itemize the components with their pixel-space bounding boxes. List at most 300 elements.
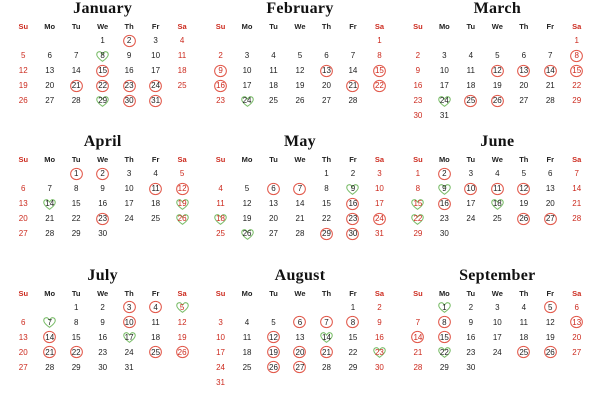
day-cell[interactable] <box>484 196 510 211</box>
day-cell[interactable] <box>340 345 366 360</box>
day-cell[interactable] <box>260 93 286 108</box>
day-cell[interactable] <box>63 211 89 226</box>
day-cell[interactable] <box>207 226 233 241</box>
day-cell[interactable] <box>484 93 510 108</box>
day-cell[interactable] <box>366 78 392 93</box>
day-cell[interactable] <box>431 181 457 196</box>
weekday-label-fr: Fr <box>546 155 555 165</box>
day-cell[interactable] <box>63 196 89 211</box>
day-cell[interactable] <box>431 48 457 63</box>
day-cell[interactable] <box>313 330 339 345</box>
day-number: 26 <box>177 347 187 357</box>
day-cell[interactable] <box>10 93 36 108</box>
day-cell[interactable] <box>431 211 457 226</box>
day-cell[interactable] <box>313 360 339 375</box>
day-cell[interactable] <box>537 93 563 108</box>
day-cell[interactable] <box>564 211 590 226</box>
day-cell[interactable] <box>405 345 431 360</box>
day-cell[interactable] <box>207 93 233 108</box>
day-cell[interactable] <box>10 196 36 211</box>
day-cell[interactable] <box>511 330 537 345</box>
day-number: 24 <box>492 347 502 357</box>
day-cell[interactable] <box>10 226 36 241</box>
day-cell[interactable] <box>340 211 366 226</box>
day-cell[interactable] <box>340 93 366 108</box>
month-block-july <box>4 267 201 400</box>
day-cell[interactable] <box>340 300 366 315</box>
day-cell[interactable] <box>234 330 260 345</box>
day-cell[interactable] <box>10 78 36 93</box>
day-cell[interactable] <box>366 360 392 375</box>
day-cell[interactable] <box>511 63 537 78</box>
day-cell[interactable] <box>234 345 260 360</box>
day-cell[interactable] <box>169 166 195 181</box>
day-cell[interactable] <box>431 196 457 211</box>
day-cell[interactable] <box>564 78 590 93</box>
day-cell[interactable] <box>564 63 590 78</box>
day-cell[interactable] <box>405 196 431 211</box>
day-cell[interactable] <box>36 196 62 211</box>
day-cell[interactable] <box>366 181 392 196</box>
day-cell[interactable] <box>484 78 510 93</box>
day-cell[interactable] <box>287 330 313 345</box>
day-cell[interactable] <box>260 181 286 196</box>
day-cell[interactable] <box>340 48 366 63</box>
day-cell[interactable] <box>564 181 590 196</box>
day-cell[interactable] <box>366 345 392 360</box>
day-cell[interactable] <box>511 345 537 360</box>
day-cell[interactable] <box>10 63 36 78</box>
day-cell[interactable] <box>116 33 142 48</box>
day-cell[interactable] <box>564 33 590 48</box>
day-cell[interactable] <box>564 345 590 360</box>
day-number: 9 <box>468 317 474 327</box>
day-cell[interactable] <box>366 300 392 315</box>
day-cell[interactable] <box>458 63 484 78</box>
weekday-label-fr: Fr <box>349 22 357 31</box>
day-cell[interactable] <box>431 315 457 330</box>
day-cell[interactable] <box>287 226 313 241</box>
day-cell[interactable] <box>116 78 142 93</box>
day-cell[interactable] <box>313 93 339 108</box>
day-cell[interactable] <box>537 196 563 211</box>
day-cell[interactable] <box>116 300 142 315</box>
day-number: 16 <box>124 66 134 75</box>
day-cell[interactable] <box>340 78 366 93</box>
day-cell[interactable] <box>260 211 286 226</box>
day-cell[interactable] <box>431 166 457 181</box>
day-cell[interactable] <box>340 196 366 211</box>
day-cell[interactable] <box>63 226 89 241</box>
day-cell[interactable] <box>405 315 431 330</box>
day-cell[interactable] <box>537 300 563 315</box>
day-number: 9 <box>218 66 223 75</box>
day-cell[interactable] <box>234 93 260 108</box>
day-cell[interactable] <box>10 181 36 196</box>
day-cell[interactable] <box>511 181 537 196</box>
day-cell[interactable] <box>537 330 563 345</box>
day-cell[interactable] <box>63 300 89 315</box>
day-cell[interactable] <box>169 181 195 196</box>
day-cell[interactable] <box>207 330 233 345</box>
day-cell[interactable] <box>207 48 233 63</box>
day-number: 10 <box>216 332 226 342</box>
day-cell[interactable] <box>207 78 233 93</box>
day-number: 12 <box>519 184 529 194</box>
day-cell[interactable] <box>537 181 563 196</box>
day-cell[interactable] <box>89 300 115 315</box>
day-cell[interactable] <box>116 166 142 181</box>
weekday-label-mo: Mo <box>438 155 450 165</box>
day-cell[interactable] <box>340 315 366 330</box>
day-cell[interactable] <box>458 181 484 196</box>
day-cell[interactable] <box>142 93 168 108</box>
day-cell[interactable] <box>89 78 115 93</box>
day-cell[interactable] <box>484 181 510 196</box>
day-cell[interactable] <box>366 33 392 48</box>
day-cell[interactable] <box>36 360 62 375</box>
day-cell[interactable] <box>10 315 36 330</box>
day-cell[interactable] <box>458 315 484 330</box>
day-cell[interactable] <box>89 166 115 181</box>
day-cell[interactable] <box>260 345 286 360</box>
day-cell[interactable] <box>431 360 457 375</box>
day-cell[interactable] <box>169 78 195 93</box>
day-cell[interactable] <box>260 63 286 78</box>
day-cell[interactable] <box>313 78 339 93</box>
day-cell[interactable] <box>458 48 484 63</box>
day-cell[interactable] <box>458 93 484 108</box>
day-cell[interactable] <box>36 226 62 241</box>
day-cell[interactable] <box>564 315 590 330</box>
day-cell[interactable] <box>10 360 36 375</box>
weekday-label-we: We <box>97 288 109 298</box>
day-cell[interactable] <box>458 78 484 93</box>
day-cell[interactable] <box>458 196 484 211</box>
day-cell[interactable] <box>537 211 563 226</box>
day-cell[interactable] <box>63 330 89 345</box>
day-cell[interactable] <box>340 226 366 241</box>
day-cell[interactable] <box>260 226 286 241</box>
day-cell[interactable] <box>537 315 563 330</box>
day-number: 13 <box>519 66 529 75</box>
day-cell[interactable] <box>405 108 431 123</box>
day-cell[interactable] <box>484 63 510 78</box>
day-cell[interactable] <box>207 360 233 375</box>
day-cell[interactable] <box>142 211 168 226</box>
day-cell[interactable] <box>287 63 313 78</box>
day-cell[interactable] <box>116 345 142 360</box>
day-cell[interactable] <box>458 330 484 345</box>
day-cell[interactable] <box>142 345 168 360</box>
day-cell[interactable] <box>116 360 142 375</box>
day-cell[interactable] <box>89 196 115 211</box>
day-cell[interactable] <box>431 93 457 108</box>
day-cell[interactable] <box>405 48 431 63</box>
day-cell[interactable] <box>260 360 286 375</box>
day-cell[interactable] <box>287 360 313 375</box>
day-cell[interactable] <box>405 181 431 196</box>
day-cell[interactable] <box>511 300 537 315</box>
day-cell[interactable] <box>484 48 510 63</box>
day-number: 6 <box>47 51 52 60</box>
day-cell[interactable] <box>36 78 62 93</box>
day-cell[interactable] <box>484 211 510 226</box>
day-cell[interactable] <box>89 315 115 330</box>
day-cell[interactable] <box>260 78 286 93</box>
day-cell[interactable] <box>63 315 89 330</box>
day-cell[interactable] <box>89 345 115 360</box>
day-cell[interactable] <box>431 108 457 123</box>
day-number: 30 <box>124 96 134 105</box>
day-cell[interactable] <box>63 345 89 360</box>
day-cell[interactable] <box>116 330 142 345</box>
day-cell[interactable] <box>511 166 537 181</box>
day-cell[interactable] <box>366 48 392 63</box>
day-cell[interactable] <box>484 330 510 345</box>
day-cell[interactable] <box>313 211 339 226</box>
day-cell[interactable] <box>484 315 510 330</box>
day-cell[interactable] <box>142 78 168 93</box>
day-cell[interactable] <box>89 63 115 78</box>
day-cell[interactable] <box>207 211 233 226</box>
day-cell[interactable] <box>366 166 392 181</box>
day-cell[interactable] <box>405 93 431 108</box>
day-cell[interactable] <box>431 63 457 78</box>
day-cell[interactable] <box>36 181 62 196</box>
day-cell[interactable] <box>564 93 590 108</box>
day-cell[interactable] <box>313 166 339 181</box>
day-cell[interactable] <box>564 166 590 181</box>
day-cell[interactable] <box>484 166 510 181</box>
day-cell[interactable] <box>142 196 168 211</box>
day-cell[interactable] <box>564 48 590 63</box>
day-cell[interactable] <box>234 211 260 226</box>
day-cell[interactable] <box>89 226 115 241</box>
day-cell[interactable] <box>142 181 168 196</box>
day-cell[interactable] <box>340 181 366 196</box>
day-cell[interactable] <box>431 330 457 345</box>
day-cell[interactable] <box>511 78 537 93</box>
day-cell[interactable] <box>564 330 590 345</box>
day-cell[interactable] <box>564 196 590 211</box>
day-cell[interactable] <box>116 93 142 108</box>
day-cell[interactable] <box>537 63 563 78</box>
day-cell[interactable] <box>458 211 484 226</box>
day-cell[interactable] <box>511 211 537 226</box>
day-cell[interactable] <box>142 330 168 345</box>
day-cell[interactable] <box>234 63 260 78</box>
day-cell[interactable] <box>10 211 36 226</box>
day-cell[interactable] <box>537 78 563 93</box>
day-cell[interactable] <box>511 196 537 211</box>
day-cell[interactable] <box>63 93 89 108</box>
day-cell[interactable] <box>89 48 115 63</box>
day-number: 27 <box>519 96 529 105</box>
day-cell[interactable] <box>287 345 313 360</box>
day-cell[interactable] <box>484 345 510 360</box>
day-cell[interactable] <box>142 166 168 181</box>
day-cell[interactable] <box>169 48 195 63</box>
day-cell[interactable] <box>169 211 195 226</box>
day-cell[interactable] <box>169 33 195 48</box>
day-cell[interactable] <box>431 226 457 241</box>
day-cell[interactable] <box>142 315 168 330</box>
day-cell[interactable] <box>10 330 36 345</box>
day-cell[interactable] <box>340 63 366 78</box>
day-cell[interactable] <box>287 315 313 330</box>
day-number: 20 <box>18 214 28 224</box>
day-cell[interactable] <box>313 63 339 78</box>
day-number: 28 <box>545 96 555 105</box>
day-cell[interactable] <box>116 63 142 78</box>
day-cell[interactable] <box>405 211 431 226</box>
day-number: 4 <box>271 51 276 60</box>
day-cell[interactable] <box>207 375 233 390</box>
day-number: 29 <box>322 229 331 239</box>
day-cell[interactable] <box>169 315 195 330</box>
day-cell[interactable] <box>313 181 339 196</box>
day-cell[interactable] <box>366 315 392 330</box>
day-cell[interactable] <box>313 315 339 330</box>
day-cell[interactable] <box>142 300 168 315</box>
day-cell[interactable] <box>287 181 313 196</box>
day-cell[interactable] <box>260 48 286 63</box>
day-cell[interactable] <box>36 48 62 63</box>
day-cell[interactable] <box>10 345 36 360</box>
day-cell[interactable] <box>260 315 286 330</box>
day-cell[interactable] <box>234 48 260 63</box>
day-cell[interactable] <box>313 48 339 63</box>
day-cell[interactable] <box>36 345 62 360</box>
day-cell[interactable] <box>405 360 431 375</box>
day-cell[interactable] <box>234 360 260 375</box>
day-cell[interactable] <box>287 48 313 63</box>
day-cell[interactable] <box>287 211 313 226</box>
day-cell[interactable] <box>405 226 431 241</box>
day-cell[interactable] <box>287 78 313 93</box>
day-cell[interactable] <box>313 226 339 241</box>
day-number: 14 <box>295 199 305 209</box>
day-cell[interactable] <box>287 93 313 108</box>
day-cell[interactable] <box>366 63 392 78</box>
day-cell[interactable] <box>63 166 89 181</box>
day-cell[interactable] <box>340 330 366 345</box>
day-cell[interactable] <box>207 345 233 360</box>
day-cell[interactable] <box>260 196 286 211</box>
day-cell[interactable] <box>116 211 142 226</box>
day-cell[interactable] <box>405 63 431 78</box>
day-cell[interactable] <box>458 300 484 315</box>
day-cell[interactable] <box>366 330 392 345</box>
day-cell[interactable] <box>564 300 590 315</box>
day-cell[interactable] <box>116 48 142 63</box>
day-cell[interactable] <box>207 181 233 196</box>
day-cell[interactable] <box>340 360 366 375</box>
day-cell[interactable] <box>458 345 484 360</box>
day-cell[interactable] <box>63 63 89 78</box>
day-cell[interactable] <box>234 315 260 330</box>
day-cell[interactable] <box>234 181 260 196</box>
day-cell[interactable] <box>366 211 392 226</box>
day-cell[interactable] <box>511 93 537 108</box>
day-cell[interactable] <box>169 300 195 315</box>
day-cell[interactable] <box>313 345 339 360</box>
day-cell[interactable] <box>142 33 168 48</box>
day-cell[interactable] <box>405 78 431 93</box>
day-cell[interactable] <box>260 330 286 345</box>
day-cell[interactable] <box>366 196 392 211</box>
day-number: 28 <box>413 362 423 372</box>
day-cell[interactable] <box>36 330 62 345</box>
day-cell[interactable] <box>36 315 62 330</box>
day-cell[interactable] <box>142 63 168 78</box>
day-cell[interactable] <box>89 360 115 375</box>
day-cell[interactable] <box>366 226 392 241</box>
day-cell[interactable] <box>63 48 89 63</box>
day-number: 15 <box>322 199 331 209</box>
day-cell[interactable] <box>431 300 457 315</box>
day-cell[interactable] <box>89 93 115 108</box>
day-cell[interactable] <box>458 166 484 181</box>
day-cell[interactable] <box>116 181 142 196</box>
day-cell[interactable] <box>142 48 168 63</box>
day-cell[interactable] <box>313 196 339 211</box>
day-cell[interactable] <box>234 196 260 211</box>
day-cell[interactable] <box>537 166 563 181</box>
day-cell[interactable] <box>169 196 195 211</box>
day-cell[interactable] <box>116 196 142 211</box>
day-number: 14 <box>45 332 55 342</box>
day-number: 4 <box>153 302 158 312</box>
day-cell[interactable] <box>340 166 366 181</box>
day-cell[interactable] <box>89 211 115 226</box>
day-cell[interactable] <box>36 93 62 108</box>
day-cell[interactable] <box>207 315 233 330</box>
day-cell[interactable] <box>405 330 431 345</box>
day-cell[interactable] <box>537 345 563 360</box>
day-cell[interactable] <box>63 360 89 375</box>
day-cell[interactable] <box>36 211 62 226</box>
day-cell[interactable] <box>511 315 537 330</box>
day-cell[interactable] <box>431 78 457 93</box>
day-cell[interactable] <box>537 48 563 63</box>
day-cell[interactable] <box>511 48 537 63</box>
day-cell[interactable] <box>169 330 195 345</box>
day-cell[interactable] <box>484 300 510 315</box>
day-cell[interactable] <box>431 345 457 360</box>
day-cell[interactable] <box>63 181 89 196</box>
day-cell[interactable] <box>89 33 115 48</box>
day-cell[interactable] <box>405 166 431 181</box>
day-number: 12 <box>177 317 187 327</box>
day-cell[interactable] <box>234 226 260 241</box>
day-cell[interactable] <box>63 78 89 93</box>
day-cell[interactable] <box>89 330 115 345</box>
day-cell[interactable] <box>116 315 142 330</box>
day-cell[interactable] <box>234 78 260 93</box>
day-cell[interactable] <box>169 63 195 78</box>
day-cell[interactable] <box>89 181 115 196</box>
day-cell[interactable] <box>10 48 36 63</box>
day-cell[interactable] <box>207 63 233 78</box>
day-cell[interactable] <box>207 196 233 211</box>
day-cell[interactable] <box>287 196 313 211</box>
day-number: 13 <box>18 199 28 209</box>
day-cell[interactable] <box>36 63 62 78</box>
day-cell[interactable] <box>169 345 195 360</box>
day-cell[interactable] <box>458 360 484 375</box>
